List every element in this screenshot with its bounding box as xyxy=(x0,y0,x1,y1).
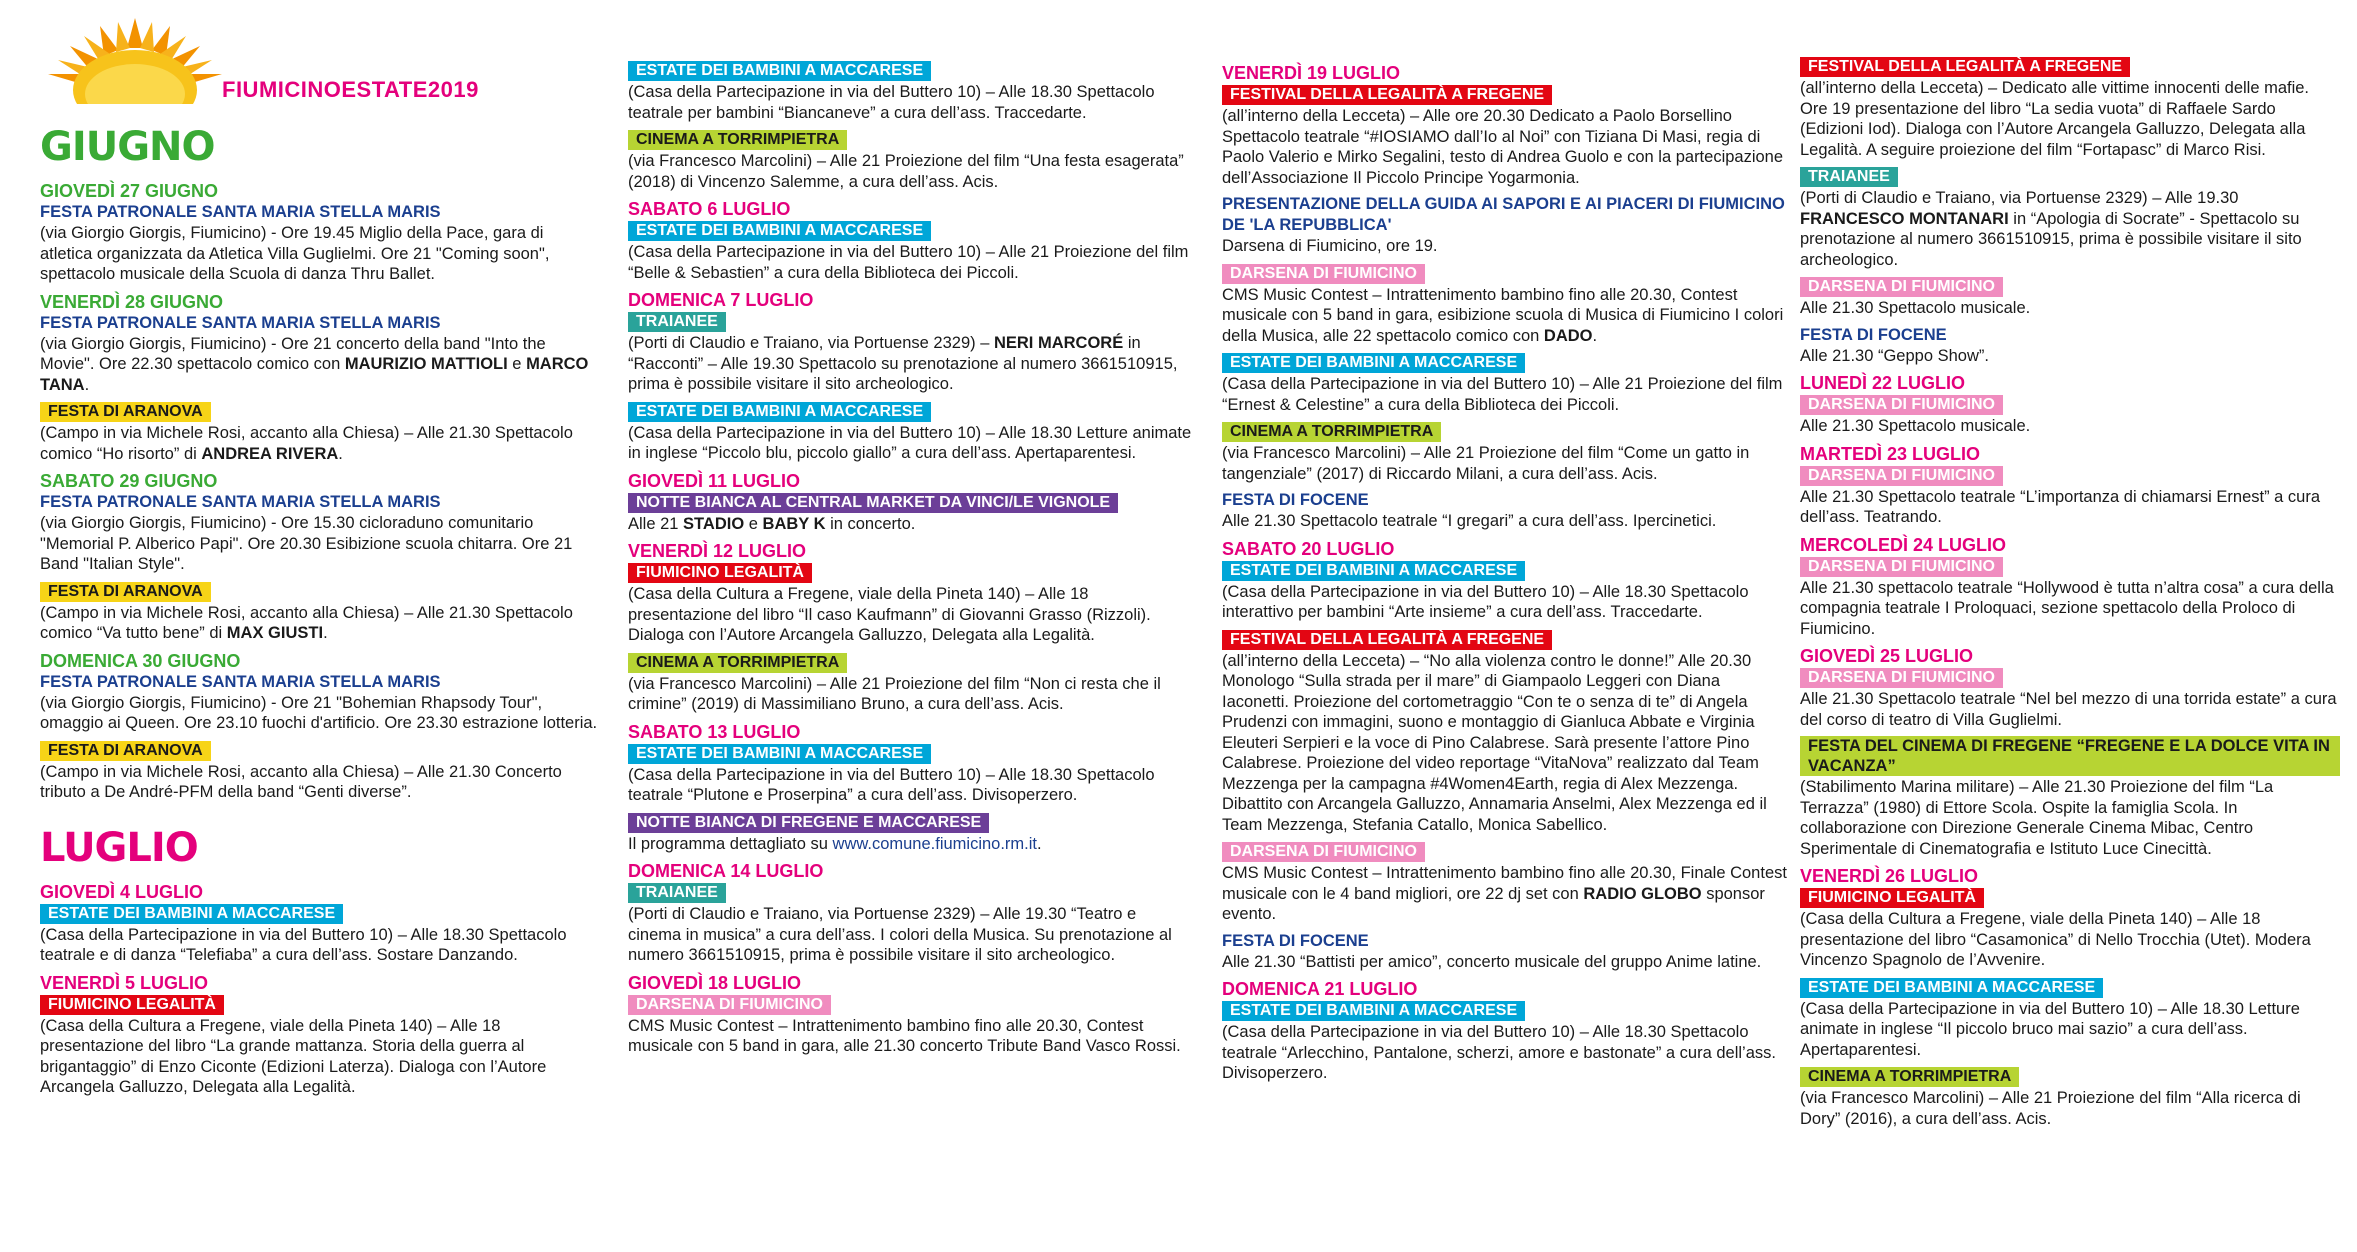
event-block xyxy=(1222,263,1787,347)
event-date: VENERDÌ 12 LUGLIO xyxy=(628,541,807,561)
event-description: (Casa della Partecipazione in via del Buttero 10) – Alle 18.30 Spettacolo teatrale “Plutone e Proserpina” a cura dell’ass. Divisoperzero. xyxy=(628,765,1155,804)
category-bar: FESTA DI ARANOVA xyxy=(40,582,211,602)
event-description: (Campo in via Michele Rosi, accanto alla Chiesa) – Alle 21.30 Spettacolo comico “Ho risorto” di ANDREA RIVERA. xyxy=(40,424,573,463)
category-bar: ESTATE DEI BAMBINI A MACCARESE xyxy=(1222,561,1525,581)
event-description: Alle 21.30 Spettacolo musicale. xyxy=(1800,299,2031,317)
event-description: Il programma dettagliato su www.comune.fiumicino.rm.it. xyxy=(628,834,1042,853)
event-block xyxy=(1222,194,1787,257)
event-date: SABATO 29 GIUGNO xyxy=(40,471,218,491)
category-bar: DARSENA DI FIUMICINO xyxy=(1800,557,2003,577)
event-block xyxy=(1222,421,1787,484)
event-july-18 xyxy=(628,972,1193,1057)
event-block xyxy=(1222,352,1787,415)
event-description: (Casa della Partecipazione in via del Buttero 10) – Alle 18.30 Spettacolo teatrale “Arlecchino, Pantalone, scherzi, amore e bastonate” a cura dell’ass. Divisoperzero. xyxy=(1222,1023,1776,1082)
event-date: DOMENICA 14 LUGLIO xyxy=(628,861,824,881)
event-description: Alle 21.30 Spettacolo musicale. xyxy=(1800,417,2031,435)
event-description: Alle 21.30 “Battisti per amico”, concerto musicale del gruppo Anime latine. xyxy=(1222,952,1762,971)
event-description: CMS Music Contest – Intrattenimento bambino fino alle 20.30, Contest musicale con 5 band in gara, alle 21.30 concerto Tribute Band Vasco Rossi. xyxy=(628,1016,1181,1055)
event-description: (Porti di Claudio e Traiano, via Portuense 2329) – Alle 19.30 “Teatro e cinema in musica” a cura dell’ass. I colori della Musica. Su prenotazione al numero 3661510915, prima è possibile visitare il sito archeologico. xyxy=(628,905,1172,964)
event-description: (Casa della Partecipazione in via del Buttero 10) – Alle 21 Proiezione del film “Ernest & Celestine” a cura della Biblioteca dei Piccoli. xyxy=(1222,375,1783,414)
category-bar: TRAIANEE xyxy=(1800,167,1898,187)
event-block xyxy=(628,129,1193,192)
event-description: (via Francesco Marcolini) – Alle 21 Proiezione del film “Alla ricerca di Dory” (2016), a cura dell’ass. Acis. xyxy=(1800,1089,2301,1128)
event-description: Alle 21.30 “Geppo Show”. xyxy=(1800,346,1989,365)
event-block xyxy=(1222,931,1787,973)
event-date: GIOVEDÌ 11 LUGLIO xyxy=(628,470,801,491)
event-title: FESTA DI FOCENE xyxy=(1222,491,1369,509)
event-description: (all’interno della Lecceta) – Dedicato alle vittime innocenti delle mafie. Ore 19 presentazione del libro “La sedia vuota” di Raffaele Sardo (Edizioni Iod). Dialoga con l’Autore Arcangela Galluzzo, Delegata alla Legalità. A seguire proiezione del film “Fortapasc” di Marco Risi. xyxy=(1800,79,2310,159)
event-description: (Casa della Partecipazione in via del Buttero 10) – Alle 18.30 Letture animate in inglese “Piccolo blu, piccolo giallo” a cura dell’ass. Apertaparentesi. xyxy=(628,423,1192,462)
event-june-27 xyxy=(40,180,600,285)
category-bar: TRAIANEE xyxy=(628,883,726,903)
category-bar: FIUMICINO LEGALITÀ xyxy=(628,563,812,583)
header xyxy=(40,0,600,120)
event-date: SABATO 13 LUGLIO xyxy=(628,721,801,742)
event-description: Alle 21 STADIO e BABY K in concerto. xyxy=(628,514,916,533)
event-description: Alle 21.30 Spettacolo teatrale “L’importanza di chiamarsi Ernest” a cura dell’ass. Teatrando. xyxy=(1800,487,2321,526)
event-date: GIOVEDÌ 27 GIUGNO xyxy=(40,181,219,201)
event-description: (Casa della Cultura a Fregene, viale della Pineta 140) – Alle 18 presentazione del libro “La grande mattanza. Storia della guerra al brigantaggio” di Enzo Ciconte (Edizioni Laterza). Dialoga con l’Autore Arcangela Galluzzo, Delegata alla Legalità. xyxy=(40,1016,547,1096)
event-june-28-aranova xyxy=(40,401,600,464)
event-june-29 xyxy=(40,470,600,575)
event-description: (Porti di Claudio e Traiano, via Portuense 2329) – NERI MARCORÉ in “Racconti” – Alle 19.30 Spettacolo su prenotazione al numero 3661510915, prima è possibile visitare il sito archeologico. xyxy=(628,334,1178,393)
event-july-25 xyxy=(1800,645,2340,730)
event-july-20 xyxy=(1222,538,1787,623)
category-bar: DARSENA DI FIUMICINO xyxy=(1222,264,1425,284)
category-bar: NOTTE BIANCA AL CENTRAL MARKET DA VINCI/LE VIGNOLE xyxy=(628,493,1118,513)
event-description: Alle 21.30 Spettacolo teatrale “Nel bel mezzo di una torrida estate” a cura del corso di teatro di Villa Guglielmi. xyxy=(1800,690,2337,729)
event-description: CMS Music Contest – Intrattenimento bambino fino alle 20.30, Contest musicale con 5 band in gara, esibizione scuola di Musica di Fiumicino I colori della Musica, alle 22 spettacolo comico con DADO. xyxy=(1222,285,1784,345)
event-description: CMS Music Contest – Intrattenimento bambino fino alle 20.30, Finale Contest musicale con le 4 band migliori, ore 22 dj set con RADIO GLOBO sponsor evento. xyxy=(1222,864,1787,923)
event-title: FESTA PATRONALE SANTA MARIA STELLA MARIS xyxy=(40,203,441,221)
event-date: GIOVEDÌ 25 LUGLIO xyxy=(1800,646,1974,666)
event-july-21 xyxy=(1222,978,1787,1084)
event-block xyxy=(628,60,1193,123)
event-july-19 xyxy=(1222,62,1787,188)
category-bar: DARSENA DI FIUMICINO xyxy=(1800,668,2003,688)
category-bar: DARSENA DI FIUMICINO xyxy=(1800,466,2003,486)
event-july-13 xyxy=(628,721,1193,806)
sun-logo-icon xyxy=(40,8,230,108)
category-bar: CINEMA A TORRIMPIETRA xyxy=(1222,422,1441,442)
event-july-24 xyxy=(1800,534,2340,640)
event-block xyxy=(1800,1066,2340,1129)
event-july-7 xyxy=(628,289,1193,395)
category-bar: ESTATE DEI BAMBINI A MACCARESE xyxy=(628,402,931,422)
event-block xyxy=(628,401,1193,464)
event-date: DOMENICA 7 LUGLIO xyxy=(628,290,814,310)
event-block xyxy=(628,812,1193,855)
event-date: GIOVEDÌ 4 LUGLIO xyxy=(40,881,204,902)
event-block xyxy=(1800,276,2340,319)
event-description: (via Giorgio Giorgis, Fiumicino) - Ore 21 "Bohemian Rhapsody Tour", omaggio ai Queen. Ore 23.10 fuochi d'artificio. Ore 23.30 estrazione lotteria. xyxy=(40,693,598,732)
event-title: FESTA DI FOCENE xyxy=(1800,325,1947,344)
event-july-14 xyxy=(628,860,1193,966)
event-date: SABATO 6 LUGLIO xyxy=(628,199,791,219)
category-bar: FIUMICINO LEGALITÀ xyxy=(40,995,224,1015)
event-description: (all’interno della Lecceta) – Alle ore 20.30 Dedicato a Paolo Borsellino Spettacolo teatrale “#IOSIAMO dall’Io al Noi” con Tiziana Di Masi, regia di Paolo Valerio e Mirko Segalini, testo di Andrea Guolo e con la partecipazione dell’Associazione Il Piccolo Principe Yogarmonia. xyxy=(1222,107,1784,187)
event-description: Alle 21.30 Spettacolo teatrale “I gregari” a cura dell’ass. Ipercinetici. xyxy=(1222,512,1717,530)
event-description: (via Giorgio Giorgis, Fiumicino) - Ore 21 concerto della band "Into the Movie". Ore 22.30 spettacolo comico con MAURIZIO MATTIOLI e MARCO TANA. xyxy=(40,334,589,394)
category-bar: FESTA DI ARANOVA xyxy=(40,741,211,761)
event-date: VENERDÌ 26 LUGLIO xyxy=(1800,866,1979,886)
column-3 xyxy=(1222,0,1787,1252)
event-description: (via Giorgio Giorgis, Fiumicino) - Ore 19.45 Miglio della Pace, gara di atletica organizzata da Atletica Villa Guglielmi. Ore 21 "Coming soon", spettacolo musicale della Scuola di danza Thru Ballet. xyxy=(40,224,550,283)
event-description: (via Giorgio Giorgis, Fiumicino) - Ore 15.30 cicloraduno comunitario "Memorial P. Alberico Papi". Ore 20.30 Esibizione scuola chitarra. Ore 21 Band "Italian Style". xyxy=(40,514,573,573)
event-july-5 xyxy=(40,972,600,1098)
event-block xyxy=(1800,736,2340,859)
category-bar: CINEMA A TORRIMPIETRA xyxy=(628,653,847,673)
event-description: Darsena di Fiumicino, ore 19. xyxy=(1222,237,1438,255)
event-july-22 xyxy=(1800,372,2340,437)
event-june-30 xyxy=(40,650,600,734)
event-description: (Porti di Claudio e Traiano, via Portuense 2329) – Alle 19.30 FRANCESCO MONTANARI in “Apologia di Socrate” - Spettacolo su prenotazione al numero 3661510915, prima è possibile visitare il sito archeologico. xyxy=(1800,189,2302,269)
event-description: (Casa della Cultura a Fregene, viale della Pineta 140) – Alle 18 presentazione del libro “Il caso Kaufmann” di Giovanni Grasso (Rizzoli). Dialoga con l’Autore Arcangela Galluzzo, Delegata alla Legalità. xyxy=(628,585,1151,644)
category-bar: ESTATE DEI BAMBINI A MACCARESE xyxy=(1800,978,2103,998)
category-bar: ESTATE DEI BAMBINI A MACCARESE xyxy=(1222,1001,1525,1021)
event-block xyxy=(628,652,1193,715)
column-1 xyxy=(40,0,600,1252)
category-bar: CINEMA A TORRIMPIETRA xyxy=(1800,1067,2019,1087)
brand-title: FIUMICINOESTATE2019 xyxy=(222,77,479,102)
event-block xyxy=(1800,166,2340,270)
event-june-29-aranova xyxy=(40,581,600,644)
category-bar: NOTTE BIANCA DI FREGENE E MACCARESE xyxy=(628,813,989,833)
event-date: VENERDÌ 5 LUGLIO xyxy=(40,972,209,993)
event-july-12 xyxy=(628,540,1193,646)
event-description: (Casa della Partecipazione in via del Buttero 10) – Alle 18.30 Spettacolo teatrale e di danza “Telefiaba” a cura dell’ass. Sostare Danzando. xyxy=(40,925,567,964)
category-bar: ESTATE DEI BAMBINI A MACCARESE xyxy=(628,61,931,81)
event-block xyxy=(1800,325,2340,367)
category-bar: FESTIVAL DELLA LEGALITÀ A FREGENE xyxy=(1222,630,1552,650)
category-bar: FESTIVAL DELLA LEGALITÀ A FREGENE xyxy=(1222,85,1552,105)
category-bar: FESTA DEL CINEMA DI FREGENE “FREGENE E LA DOLCE VITA IN VACANZA” xyxy=(1800,736,2340,776)
event-date: MARTEDÌ 23 LUGLIO xyxy=(1800,443,1981,464)
event-date: VENERDÌ 28 GIUGNO xyxy=(40,291,224,312)
event-description: (Casa della Partecipazione in via del Buttero 10) – Alle 21 Proiezione del film “Belle & Sebastien” a cura della Biblioteca dei Piccoli. xyxy=(628,243,1189,282)
month-heading-giugno: GIUGNO xyxy=(40,124,215,170)
event-title: FESTA PATRONALE SANTA MARIA STELLA MARIS xyxy=(40,672,441,691)
category-bar: DARSENA DI FIUMICINO xyxy=(1800,395,2003,415)
category-bar: ESTATE DEI BAMBINI A MACCARESE xyxy=(628,744,931,764)
event-description: (Casa della Partecipazione in via del Buttero 10) – Alle 18.30 Letture animate in inglese “Il piccolo bruco mai sazio” a cura dell’ass. Apertaparentesi. xyxy=(1800,999,2300,1059)
column-2 xyxy=(628,0,1193,1252)
category-bar: CINEMA A TORRIMPIETRA xyxy=(628,130,847,150)
event-description: (via Francesco Marcolini) – Alle 21 Proiezione del film “Una festa esagerata” (2018) di Vincenzo Salemme, a cura dell’ass. Acis. xyxy=(628,152,1184,191)
month-heading-luglio: LUGLIO xyxy=(40,824,198,871)
event-description: (all’interno della Lecceta) – “No alla violenza contro le donne!” Alle 20.30 Monologo “Sulla strada per il mare” di Giampaolo Leggeri con Diana Iaconetti. Proiezione del cortometraggio “Con te o senza di te” di Angela Prudenzi con immagini, suono e montaggio di Gianluca Abbate e Virginia Eleuteri Serpieri e la voce di Pino Calabrese. Sarà presente l’attore Pino Calabrese. Proiezione del video reportage “VitaNova” realizzato dal Team Mezzenga per la campagna #4Women4Earth, regia di Alex Mezzenga. Dibattito con Arcangela Galluzzo, Annamaria Anselmi, Alex Mezzenga ed il Team Mezzenga, Stefania Catallo, Monica Sabellico. xyxy=(1222,651,1767,834)
category-bar: FESTA DI ARANOVA xyxy=(40,402,211,422)
event-description: (Casa della Partecipazione in via del Buttero 10) – Alle 18.30 Spettacolo teatrale per bambini “Biancaneve” a cura dell’ass. Traccedarte. xyxy=(628,83,1155,122)
event-june-30-aranova xyxy=(40,740,600,803)
event-description: (Casa della Partecipazione in via del Buttero 10) – Alle 18.30 Spettacolo interattivo per bambini “Arte insieme” a cura dell’ass. Traccedarte. xyxy=(1222,582,1749,621)
category-bar: ESTATE DEI BAMBINI A MACCARESE xyxy=(628,221,931,241)
event-date: MERCOLEDÌ 24 LUGLIO xyxy=(1800,534,2007,555)
category-bar: FESTIVAL DELLA LEGALITÀ A FREGENE xyxy=(1800,57,2130,77)
event-date: DOMENICA 30 GIUGNO xyxy=(40,650,241,671)
column-4 xyxy=(1800,0,2340,1252)
event-description: (Campo in via Michele Rosi, accanto alla Chiesa) – Alle 21.30 Spettacolo comico “Va tutto bene” di MAX GIUSTI. xyxy=(40,603,573,642)
event-july-4 xyxy=(40,881,600,966)
event-block xyxy=(1800,977,2340,1061)
event-description: (Campo in via Michele Rosi, accanto alla Chiesa) – Alle 21.30 Concerto tributo a De André-PFM della band “Genti diverse”. xyxy=(40,762,562,801)
event-date: DOMENICA 21 LUGLIO xyxy=(1222,979,1418,999)
event-description: Alle 21.30 spettacolo teatrale “Hollywood è tutta n’altra cosa” a cura della compagnia teatrale I Proloquaci, sezione spettacolo della Proloco di Fiumicino. xyxy=(1800,578,2334,638)
event-july-26 xyxy=(1800,865,2340,971)
event-description: (via Francesco Marcolini) – Alle 21 Proiezione del film “Non ci resta che il crimine” (2019) di Massimiliano Bruno, a cura dell’ass. Acis. xyxy=(628,674,1161,713)
category-bar: ESTATE DEI BAMBINI A MACCARESE xyxy=(1222,353,1525,373)
event-block xyxy=(1222,490,1787,532)
category-bar: DARSENA DI FIUMICINO xyxy=(628,995,831,1015)
category-bar: DARSENA DI FIUMICINO xyxy=(1222,842,1425,862)
category-bar: ESTATE DEI BAMBINI A MACCARESE xyxy=(40,904,343,924)
event-july-23 xyxy=(1800,443,2340,528)
event-date: VENERDÌ 19 LUGLIO xyxy=(1222,63,1401,83)
event-description: (via Francesco Marcolini) – Alle 21 Proiezione del film “Come un gatto in tangenziale” (2017) di Riccardo Milani, a cura dell’ass. Acis. xyxy=(1222,444,1750,483)
event-title: PRESENTAZIONE DELLA GUIDA AI SAPORI E AI PIACERI DI FIUMICINO DE 'LA REPUBBLICA' xyxy=(1222,195,1785,234)
event-title: FESTA PATRONALE SANTA MARIA STELLA MARIS xyxy=(40,313,441,332)
event-date: GIOVEDÌ 18 LUGLIO xyxy=(628,972,802,993)
event-description: (Stabilimento Marina militare) – Alle 21.30 Proiezione del film “La Terrazza” (1980) di Ettore Scola. Ospite la famiglia Scola. In collaborazione con Direzione Generale Cinema Mibac, Centro Sperimentale di Cinematografia e Istituto Luce Cinecittà. xyxy=(1800,778,2274,858)
category-bar: DARSENA DI FIUMICINO xyxy=(1800,277,2003,297)
event-block xyxy=(1222,841,1787,925)
event-july-11 xyxy=(628,470,1193,535)
event-description: (Casa della Cultura a Fregene, viale della Pineta 140) – Alle 18 presentazione del libro “Casamonica” di Nello Trocchia (Utet). Modera Vincenzo Spagnolo de l’Avvenire. xyxy=(1800,910,2311,969)
event-block xyxy=(1800,56,2340,160)
category-bar: TRAIANEE xyxy=(628,312,726,332)
event-block xyxy=(1222,629,1787,836)
event-date: SABATO 20 LUGLIO xyxy=(1222,538,1395,559)
event-title: FESTA PATRONALE SANTA MARIA STELLA MARIS xyxy=(40,493,441,511)
event-date: LUNEDÌ 22 LUGLIO xyxy=(1800,373,1966,393)
website-link[interactable]: www.comune.fiumicino.rm.it xyxy=(832,834,1038,853)
category-bar: FIUMICINO LEGALITÀ xyxy=(1800,888,1984,908)
event-july-6 xyxy=(628,198,1193,283)
event-title: FESTA DI FOCENE xyxy=(1222,931,1369,950)
event-june-28 xyxy=(40,291,600,396)
